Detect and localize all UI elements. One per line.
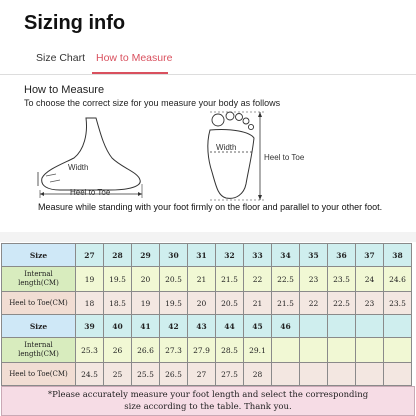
heel-to-toe-cell: 19: [132, 292, 160, 315]
size-row: [2, 315, 412, 338]
page-title: Sizing info: [24, 12, 126, 34]
internal-length-cell: 25.3: [76, 338, 104, 363]
internal-length-cell: 19.5: [104, 267, 132, 292]
internal-length-cell: [356, 338, 384, 363]
big-toe: [212, 114, 224, 126]
heel-to-toe-row: [2, 292, 412, 315]
size-cell: 35: [300, 244, 328, 267]
heel-to-toe-cell: 19.5: [160, 292, 188, 315]
active-tab-indicator: [92, 72, 168, 74]
size-cell: 40: [104, 315, 132, 338]
size-cell: 43: [188, 315, 216, 338]
internal-label-line-2: length(CM): [18, 350, 59, 358]
internal-length-cell: 27.9: [188, 338, 216, 363]
measure-instruction: Measure while standing with your foot firmly on the floor and parallel to your other foot.: [38, 202, 383, 212]
size-cell: 45: [244, 315, 272, 338]
size-cell: 44: [216, 315, 244, 338]
internal-length-cell: 23.5: [328, 267, 356, 292]
size-cell: 37: [356, 244, 384, 267]
heel-to-toe-cell: 28: [244, 363, 272, 386]
heel-to-toe-cell: 20: [188, 292, 216, 315]
internal-length-cell: 19: [76, 267, 104, 292]
internal-length-cell: 22.5: [272, 267, 300, 292]
top-foot-outline: [208, 129, 254, 198]
internal-label-line-1: Internal: [24, 270, 53, 278]
internal-length-label-cell: [2, 267, 76, 292]
internal-length-cell: 24: [356, 267, 384, 292]
top-heel-to-toe-label: Heel to Toe: [264, 153, 305, 162]
size-cell: 46: [272, 315, 300, 338]
section-divider: [0, 232, 416, 242]
internal-length-cell: 21: [188, 267, 216, 292]
heel-to-toe-cell: 21: [244, 292, 272, 315]
size-cell: 38: [384, 244, 412, 267]
note-line-1: *Please accurately measure your foot length and select the corresponding: [47, 390, 369, 400]
heel-to-toe-cell: 21.5: [272, 292, 300, 315]
top-width-label: Width: [216, 143, 237, 152]
tab-size-chart[interactable]: Size Chart: [36, 52, 86, 64]
size-row: [2, 244, 412, 267]
size-cell: [384, 315, 412, 338]
heel-to-toe-cell: [384, 363, 412, 386]
heel-to-toe-cell: 24.5: [76, 363, 104, 386]
internal-length-cell: 26: [104, 338, 132, 363]
side-heel-to-toe-label: Heel to Toe: [70, 188, 111, 197]
heel-to-toe-cell: 25.5: [132, 363, 160, 386]
heel-to-toe-cell: 23: [356, 292, 384, 315]
internal-label-line-1: Internal: [24, 341, 53, 349]
size-cell: [300, 315, 328, 338]
tab-how-to-measure[interactable]: How to Measure: [96, 52, 173, 64]
note-line-2: size according to the table. Thank you.: [124, 402, 292, 412]
size-table: [1, 243, 412, 386]
heel-to-toe-label-cell: Heel to Toe(CM): [2, 292, 76, 315]
measure-heading: How to Measure: [24, 84, 105, 96]
internal-length-cell: 28.5: [216, 338, 244, 363]
internal-length-cell: [328, 338, 356, 363]
size-cell: 34: [272, 244, 300, 267]
heel-to-toe-cell: [272, 363, 300, 386]
internal-length-row: [2, 338, 412, 363]
heel-to-toe-cell: 22.5: [328, 292, 356, 315]
size-label-cell: Size: [2, 315, 76, 338]
heel-to-toe-cell: 20.5: [216, 292, 244, 315]
size-note: [1, 386, 415, 416]
heel-to-toe-cell: 23.5: [384, 292, 412, 315]
internal-length-cell: [384, 338, 412, 363]
internal-length-cell: 20.5: [160, 267, 188, 292]
internal-length-cell: 23: [300, 267, 328, 292]
size-cell: 41: [132, 315, 160, 338]
size-cell: 32: [216, 244, 244, 267]
heel-to-toe-cell: [328, 363, 356, 386]
size-cell: 29: [132, 244, 160, 267]
internal-label-line-2: length(CM): [18, 279, 59, 287]
internal-length-cell: [300, 338, 328, 363]
internal-length-cell: [272, 338, 300, 363]
side-foot-outline: [42, 118, 141, 190]
size-cell: 31: [188, 244, 216, 267]
heel-to-toe-label-cell: Heel to Toe(CM): [2, 363, 76, 386]
heel-to-toe-row: [2, 363, 412, 386]
heel-to-toe-cell: [356, 363, 384, 386]
internal-length-cell: 27.3: [160, 338, 188, 363]
size-cell: 33: [244, 244, 272, 267]
internal-length-cell: 29.1: [244, 338, 272, 363]
heel-to-toe-cell: 26.5: [160, 363, 188, 386]
size-cell: 42: [160, 315, 188, 338]
heel-to-toe-cell: [300, 363, 328, 386]
internal-length-label-cell: [2, 338, 76, 363]
side-width-label: Width: [68, 163, 89, 172]
internal-length-cell: 22: [244, 267, 272, 292]
internal-length-cell: 20: [132, 267, 160, 292]
internal-length-cell: 21.5: [216, 267, 244, 292]
side-foot-toe-lines: [46, 174, 60, 182]
tab-bar: [0, 48, 416, 75]
internal-length-row: [2, 267, 412, 292]
heel-to-toe-cell: 18: [76, 292, 104, 315]
size-cell: 27: [76, 244, 104, 267]
heel-to-toe-cell: 27: [188, 363, 216, 386]
measure-subheading: To choose the correct size for you measure your body as follows: [24, 98, 281, 108]
heel-to-toe-cell: 27.5: [216, 363, 244, 386]
size-label-cell: Size: [2, 244, 76, 267]
internal-length-cell: 24.6: [384, 267, 412, 292]
size-cell: [356, 315, 384, 338]
size-cell: 39: [76, 315, 104, 338]
heel-to-toe-cell: 18.5: [104, 292, 132, 315]
heel-to-toe-cell: 22: [300, 292, 328, 315]
size-cell: 28: [104, 244, 132, 267]
size-cell: [328, 315, 356, 338]
internal-length-cell: 26.6: [132, 338, 160, 363]
size-cell: 36: [328, 244, 356, 267]
size-cell: 30: [160, 244, 188, 267]
heel-to-toe-cell: 25: [104, 363, 132, 386]
